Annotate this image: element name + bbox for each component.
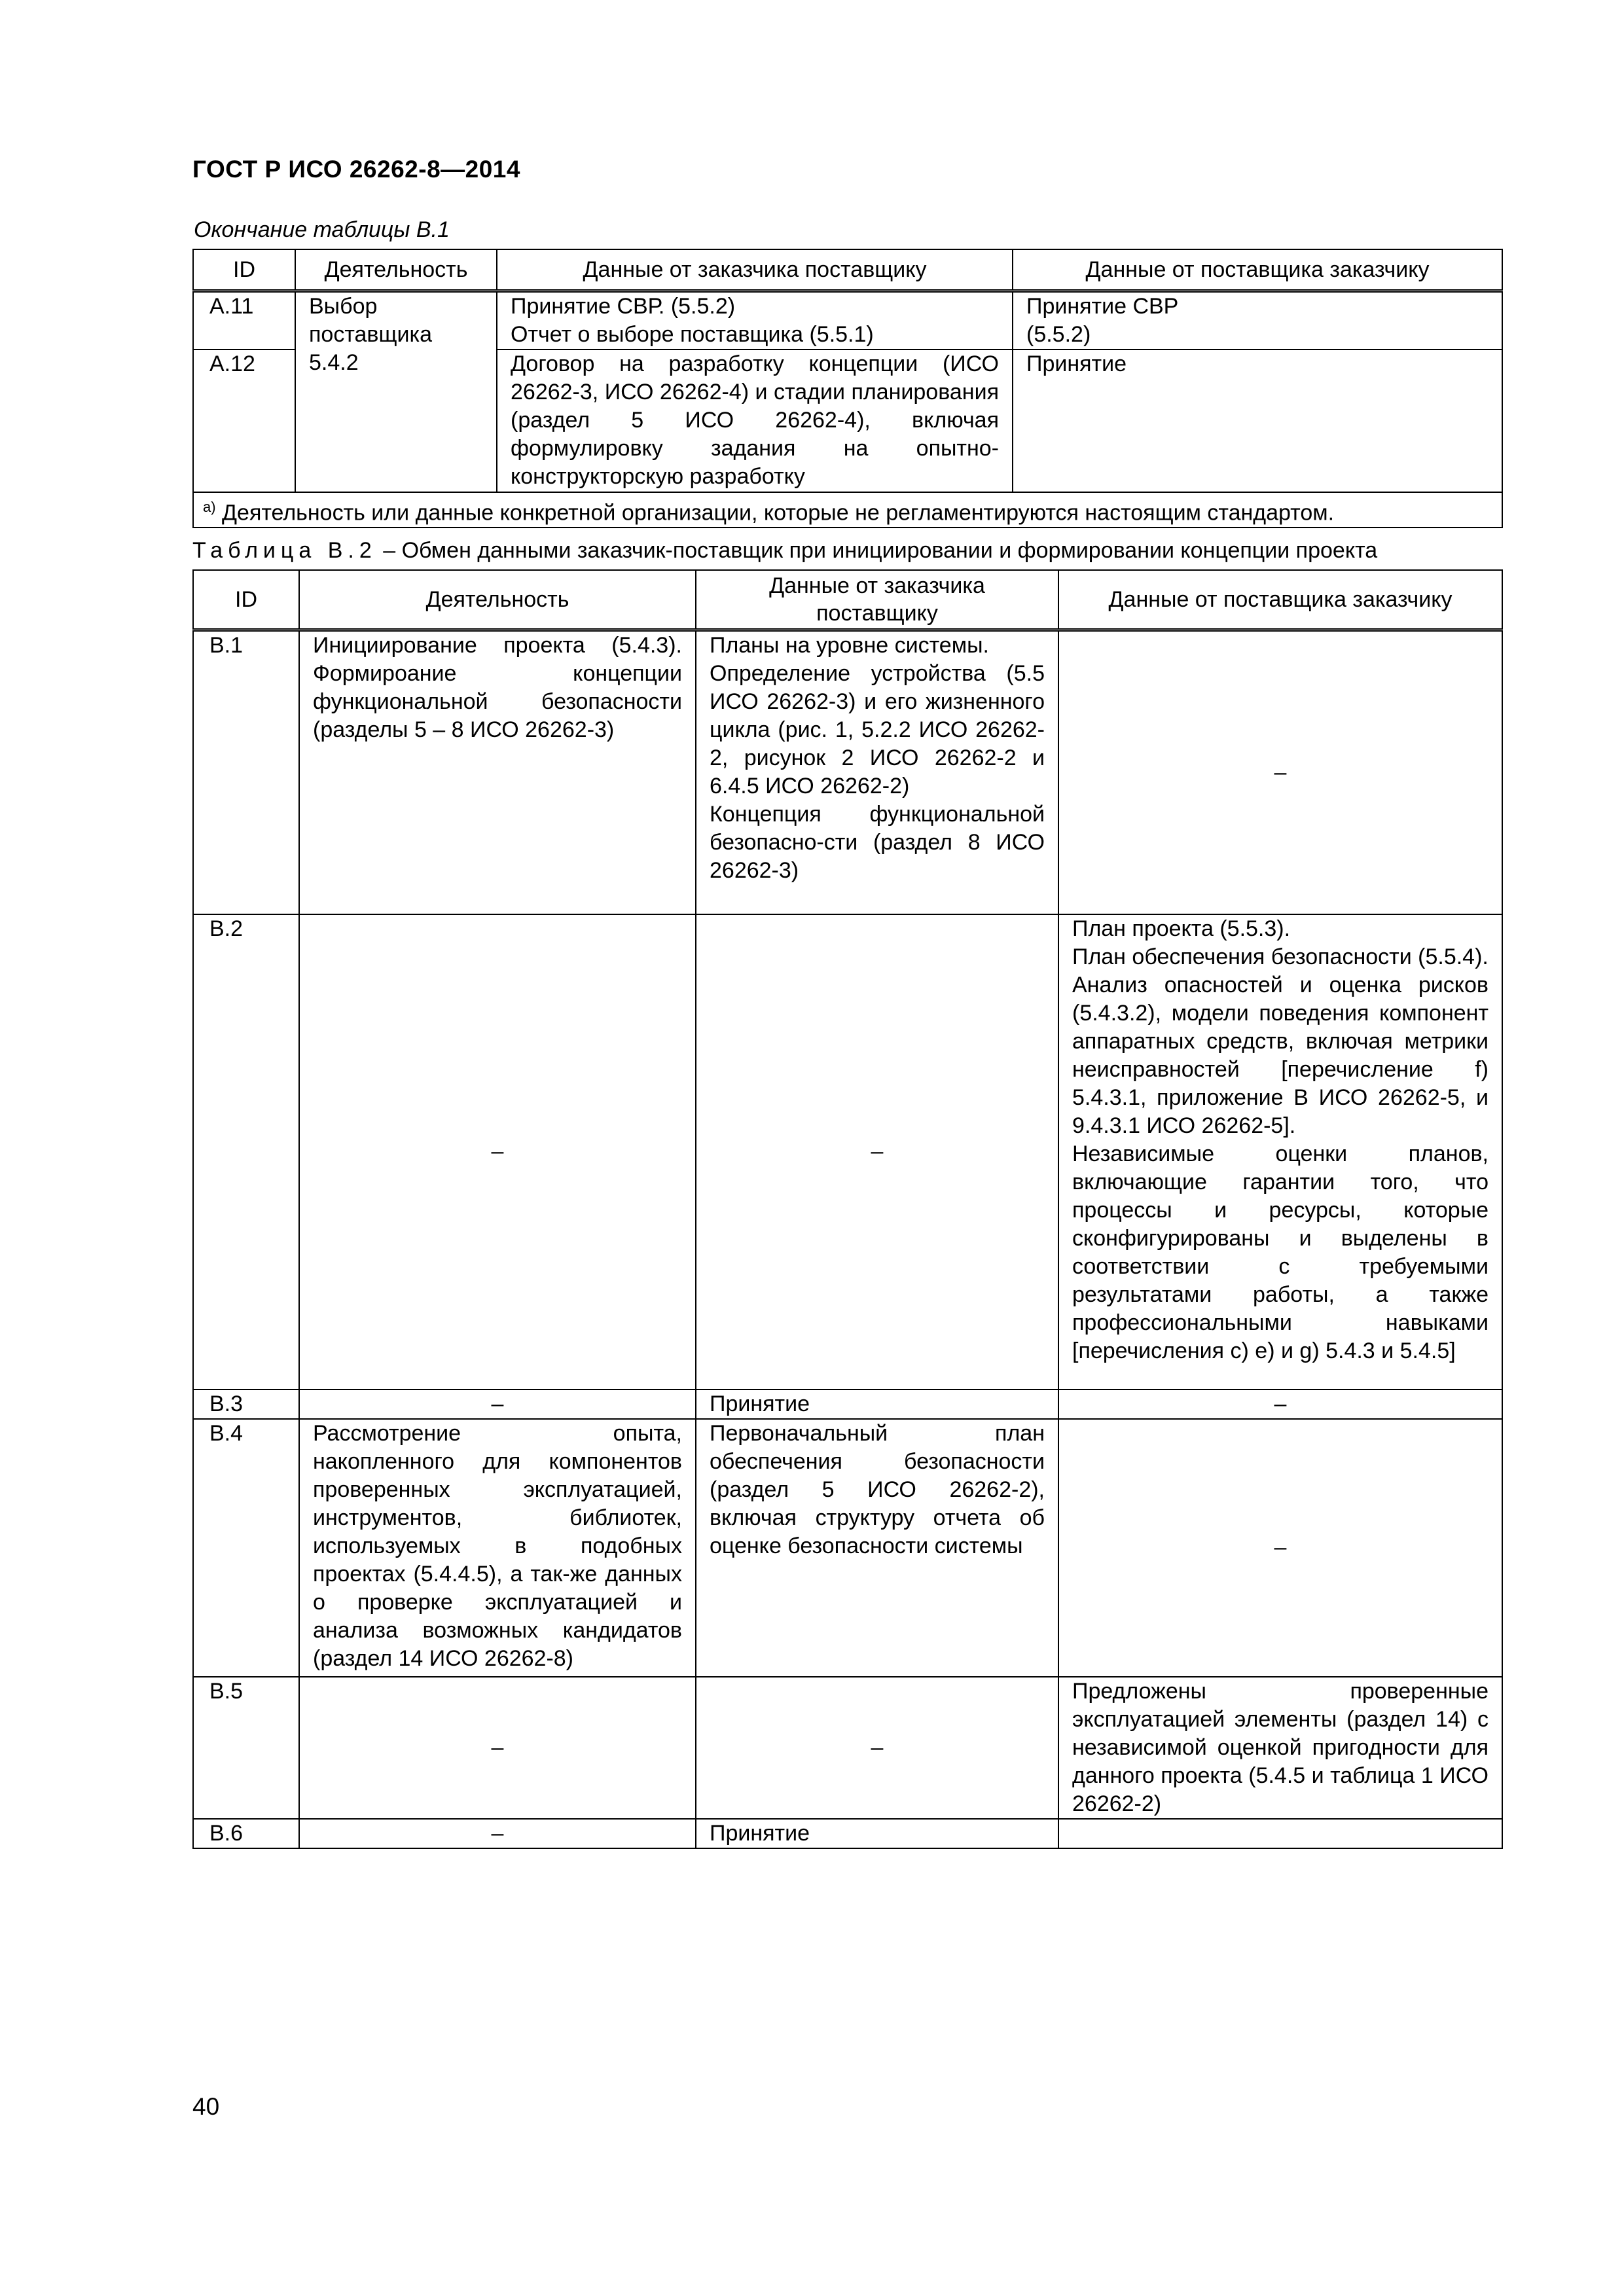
cell-supplier-data: Принятие [1013,350,1502,492]
table-row [193,1390,1502,1419]
footnote-text: Деятельность или данные конкретной организации, которые не регламентируются настоящим стандартом. [222,500,1335,526]
cell-id: В.4 [193,1419,299,1677]
cell-customer-data [497,291,1013,350]
cell-activity: – [299,1390,696,1419]
table-row [193,914,1502,1390]
cell-supplier-data: – [1058,1419,1502,1677]
cell-supplier-data [1058,914,1502,1390]
col-header-activity: Деятельность [295,249,497,291]
table-row [193,630,1502,914]
cell-supplier-data: – [1058,630,1502,914]
table-footnote-row [193,492,1502,528]
cell-text: Определение устройства (5.5 ИСО 26262-3) и его жизненного цикла (рис. 1, 5.2.2 ИСО 26262-2, рисунок 2 ИСО 26262-2 и 6.4.5 ИСО 26262-2) [710,661,1045,798]
cell-text: План проекта (5.5.3). [1072,916,1291,941]
cell-supplier-data [1058,1819,1502,1848]
cell-text: Анализ опасностей и оценка рисков (5.4.3.2), модели поведения компонент аппаратных средств, включая метрики неисправностей [перечисление f) 5.4.3.1, приложение В ИСО 26262-5, и 9.4.3.1 ИСО 26262-5]. [1072,972,1489,1138]
cell-customer-data: – [696,1677,1058,1819]
col-header-activity: Деятельность [299,570,696,630]
table-b2-caption [192,538,1377,564]
cell-id: В.6 [193,1819,299,1848]
cell-customer-data: Принятие [696,1819,1058,1848]
cell-activity: Выбор поставщика 5.4.2 [295,291,497,493]
cell-customer-data: Договор на разработку концепции (ИСО 26262-3, ИСО 26262-4) и стадии планирования (раздел 5 ИСО 26262-4), включая формулировку задания на опытно-конструкторскую разработку [497,350,1013,492]
col-header-id: ID [193,249,295,291]
cell-customer-data: – [696,914,1058,1390]
col-header-supplier-data: Данные от поставщика заказчику [1013,249,1502,291]
table-b2-caption-prefix: Таблица В.2 [192,538,377,563]
cell-activity: Инициирование проекта (5.4.3). Формироание концепции функциональной безопасности (разделы 5 – 8 ИСО 26262-3) [299,630,696,914]
cell-supplier-data: Принятие СВР (5.5.2) [1013,291,1502,350]
cell-customer-data: Принятие [696,1390,1058,1419]
table-row [193,1819,1502,1848]
table-row [193,1677,1502,1819]
cell-id: В.2 [193,914,299,1390]
table-row [193,1419,1502,1677]
cell-text: Планы на уровне системы. [710,633,989,658]
cell-id: В.3 [193,1390,299,1419]
cell-text: Отчет о выборе поставщика (5.5.1) [511,322,874,347]
col-header-customer-data: Данные от заказчика поставщику [696,570,1058,630]
col-header-customer-data: Данные от заказчика поставщику [497,249,1013,291]
cell-id: А.11 [193,291,295,350]
cell-activity: – [299,914,696,1390]
table-footnote [193,492,1502,528]
table-b2-caption-text: – Обмен данными заказчик-поставщик при инициировании и формировании концепции проекта [383,538,1378,563]
footnote-mark: a) [203,499,216,515]
cell-id: А.12 [193,350,295,492]
cell-text: Принятие СВР. (5.5.2) [511,294,736,319]
table-b1-caption: Окончание таблицы В.1 [194,217,450,242]
cell-activity: Рассмотрение опыта, накопленного для компонентов проверенных эксплуатацией, инструментов, библиотек, используемых в подобных проектах (5.4.4.5), а так-же данных о проверке эксплуатацией и анализа возможных кандидатов (раздел 14 ИСО 26262-8) [299,1419,696,1677]
cell-activity: – [299,1677,696,1819]
table-row [193,291,1502,350]
table-b1 [192,249,1503,528]
cell-supplier-data: Предложены проверенные эксплуатацией элементы (раздел 14) с независимой оценкой пригодности для данного проекта (5.4.5 и таблица 1 ИСО 26262-2) [1058,1677,1502,1819]
table-header-row [193,249,1502,291]
cell-id: В.5 [193,1677,299,1819]
cell-supplier-data: – [1058,1390,1502,1419]
col-header-id: ID [193,570,299,630]
cell-text: Независимые оценки планов, включающие гарантии того, что процессы и ресурсы, которые сконфигурированы и выделены в соответствии с требуемыми результатами работы, а также профессиональными навыками [перечисления c) e) и g) 5.4.3 и 5.4.5] [1072,1141,1489,1363]
cell-text: План обеспечения безопасности (5.5.4). [1072,944,1489,969]
cell-id: В.1 [193,630,299,914]
cell-customer-data [696,630,1058,914]
table-header-row [193,570,1502,630]
col-header-supplier-data: Данные от поставщика заказчику [1058,570,1502,630]
page-number: 40 [192,2093,220,2120]
cell-text: Концепция функциональной безопасно-сти (раздел 8 ИСО 26262-3) [710,802,1045,883]
table-b2 [192,569,1503,1849]
cell-customer-data: Первоначальный план обеспечения безопасности (раздел 5 ИСО 26262-2), включая структуру отчета об оценке безопасности системы [696,1419,1058,1677]
document-header: ГОСТ Р ИСО 26262-8—2014 [192,156,520,183]
cell-activity: – [299,1819,696,1848]
